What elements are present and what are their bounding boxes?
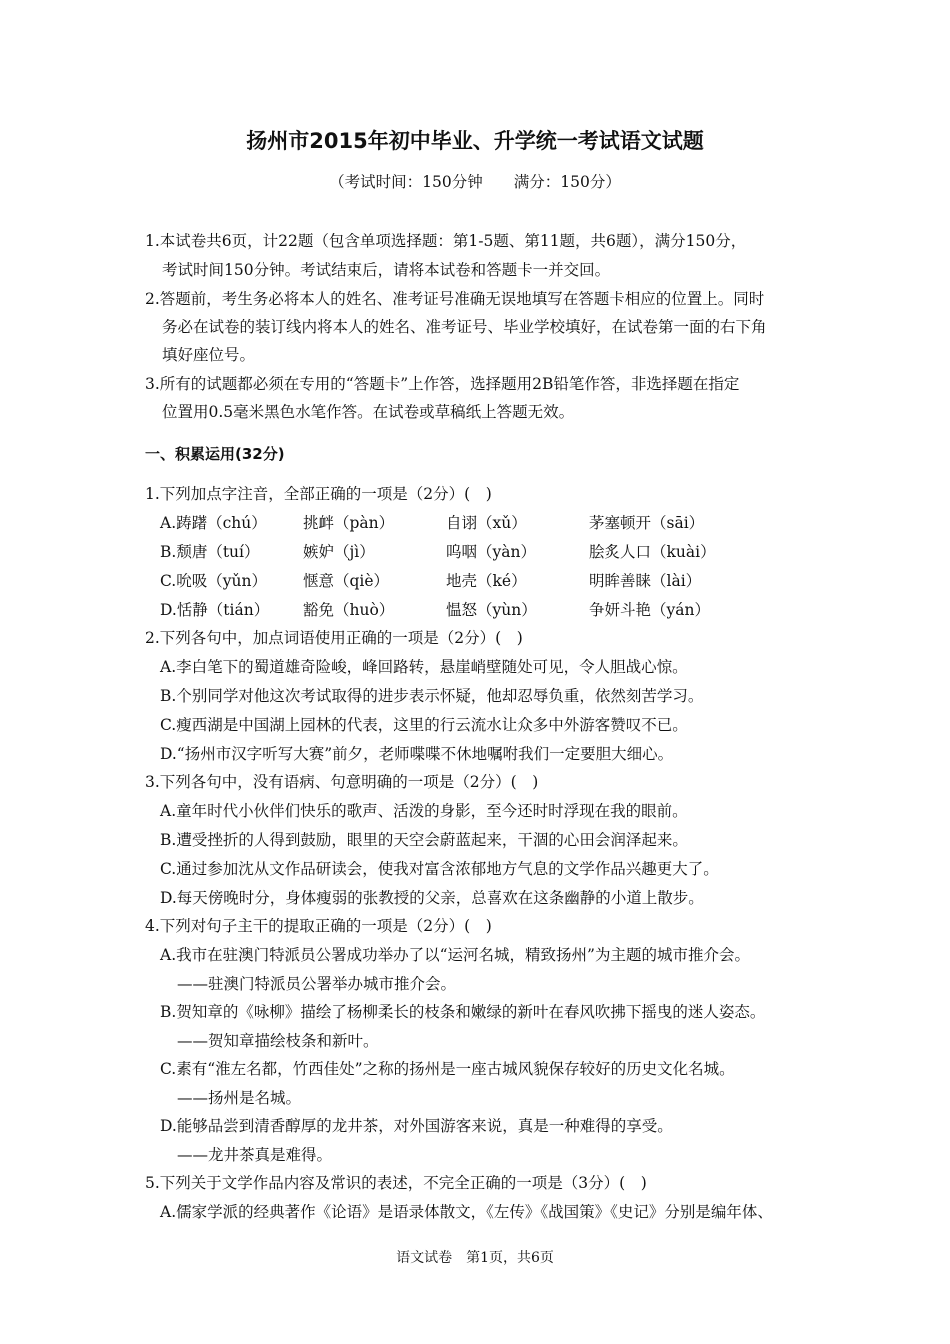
option: D.能够品尝到清香醇厚的龙井茶，对外国游客来说，真是一种难得的享受。 xyxy=(160,1117,673,1135)
page-title: 扬州市2015年初中毕业、升学统一考试语文试题 xyxy=(246,129,704,153)
question-stem: 1.下列加点字注音，全部正确的一项是（2分）( ) xyxy=(145,485,492,503)
option: B.贺知章的《咏柳》描绘了杨柳柔长的枝条和嫩绿的新叶在春风吹拂下摇曳的迷人姿态。 xyxy=(160,1003,766,1021)
question-stem: 4.下列对句子主干的提取正确的一项是（2分）( ) xyxy=(145,917,492,935)
option: 争妍斗艳（yán） xyxy=(589,601,710,619)
option: 明眸善睐（lài） xyxy=(589,572,702,590)
option-answer: ——扬州是名城。 xyxy=(177,1089,302,1107)
option: A.李白笔下的蜀道雄奇险峻，峰回路转，悬崖峭壁随处可见，令人胆战心惊。 xyxy=(160,658,688,676)
option: 地壳（ké） xyxy=(446,572,527,590)
question-stem: 3.下列各句中，没有语病、句意明确的一项是（2分）( ) xyxy=(145,773,539,791)
option-answer: ——龙井茶真是难得。 xyxy=(177,1146,333,1164)
option: D.恬静（tián） xyxy=(160,601,270,619)
note-line: 位置用0.5毫米黑色水笔作答。在试卷或草稿纸上答题无效。 xyxy=(162,403,575,421)
option: A.儒家学派的经典著作《论语》是语录体散文，《左传》《战国策》《史记》分别是编年体、 xyxy=(160,1203,773,1221)
note-line: 2.答题前，考生务必将本人的姓名、准考证号准确无误地填写在答题卡相应的位置上。同时 xyxy=(145,290,765,308)
option: 嫉妒（jì） xyxy=(303,543,375,561)
option-answer: ——贺知章描绘枝条和新叶。 xyxy=(177,1032,379,1050)
exam-info: （考试时间：150分钟 满分：150分） xyxy=(329,173,621,191)
note-line: 考试时间150分钟。考试结束后，请将本试卷和答题卡一并交回。 xyxy=(162,261,611,279)
option: B.颓唐（tuí） xyxy=(160,543,260,561)
option: C.吮吸（yǔn） xyxy=(160,572,267,590)
option: 茅塞顿开（sāi） xyxy=(589,514,705,532)
option: C.通过参加沈从文作品研读会，使我对富含浓郁地方气息的文学作品兴趣更大了。 xyxy=(160,860,719,878)
section-heading: 一、积累运用(32分) xyxy=(145,445,285,463)
option: A.我市在驻澳门特派员公署成功举办了以“运河名城，精致扬州”为主题的城市推介会。 xyxy=(160,946,750,964)
note-line: 1.本试卷共6页，计22题（包含单项选择题：第1-5题、第11题，共6题），满分150分， xyxy=(145,232,747,250)
option: 豁免（huò） xyxy=(303,601,395,619)
option: A.童年时代小伙伴们快乐的歌声、活泼的身影，至今还时时浮现在我的眼前。 xyxy=(160,802,688,820)
option: B.个别同学对他这次考试取得的进步表示怀疑，他却忍辱负重，依然刻苦学习。 xyxy=(160,687,704,705)
option: D.每天傍晚时分，身体瘦弱的张教授的父亲，总喜欢在这条幽静的小道上散步。 xyxy=(160,889,704,907)
note-line: 填好座位号。 xyxy=(162,346,256,364)
option: 自诩（xǔ） xyxy=(446,514,527,532)
option: D.“扬州市汉字听写大赛”前夕，老师喋喋不休地嘱咐我们一定要胆大细心。 xyxy=(160,745,674,763)
question-stem: 5.下列关于文学作品内容及常识的表述，不完全正确的一项是（3分）( ) xyxy=(145,1174,647,1192)
option: 脍炙人口（kuài） xyxy=(589,543,716,561)
option: 愠怒（yùn） xyxy=(446,601,537,619)
option: 呜咽（yàn） xyxy=(446,543,536,561)
option: A.踌躇（chú） xyxy=(160,514,267,532)
option: B.遭受挫折的人得到鼓励，眼里的天空会蔚蓝起来，干涸的心田会润泽起来。 xyxy=(160,831,688,849)
question-stem: 2.下列各句中，加点词语使用正确的一项是（2分）( ) xyxy=(145,629,523,647)
note-line: 3.所有的试题都必须在专用的“答题卡”上作答，选择题用2B铅笔作答，非选择题在指定 xyxy=(145,375,740,393)
option: C.素有“淮左名都，竹西佳处”之称的扬州是一座古城风貌保存较好的历史文化名城。 xyxy=(160,1060,735,1078)
page-footer: 语文试卷 第1页，共6页 xyxy=(396,1250,554,1266)
option: C.瘦西湖是中国湖上园林的代表，这里的行云流水让众多中外游客赞叹不已。 xyxy=(160,716,688,734)
option: 挑衅（pàn） xyxy=(303,514,395,532)
option: 惬意（qiè） xyxy=(303,572,390,590)
note-line: 务必在试卷的装订线内将本人的姓名、准考证号、毕业学校填好，在试卷第一面的右下角 xyxy=(162,318,767,336)
option-answer: ——驻澳门特派员公署举办城市推介会。 xyxy=(177,975,457,993)
